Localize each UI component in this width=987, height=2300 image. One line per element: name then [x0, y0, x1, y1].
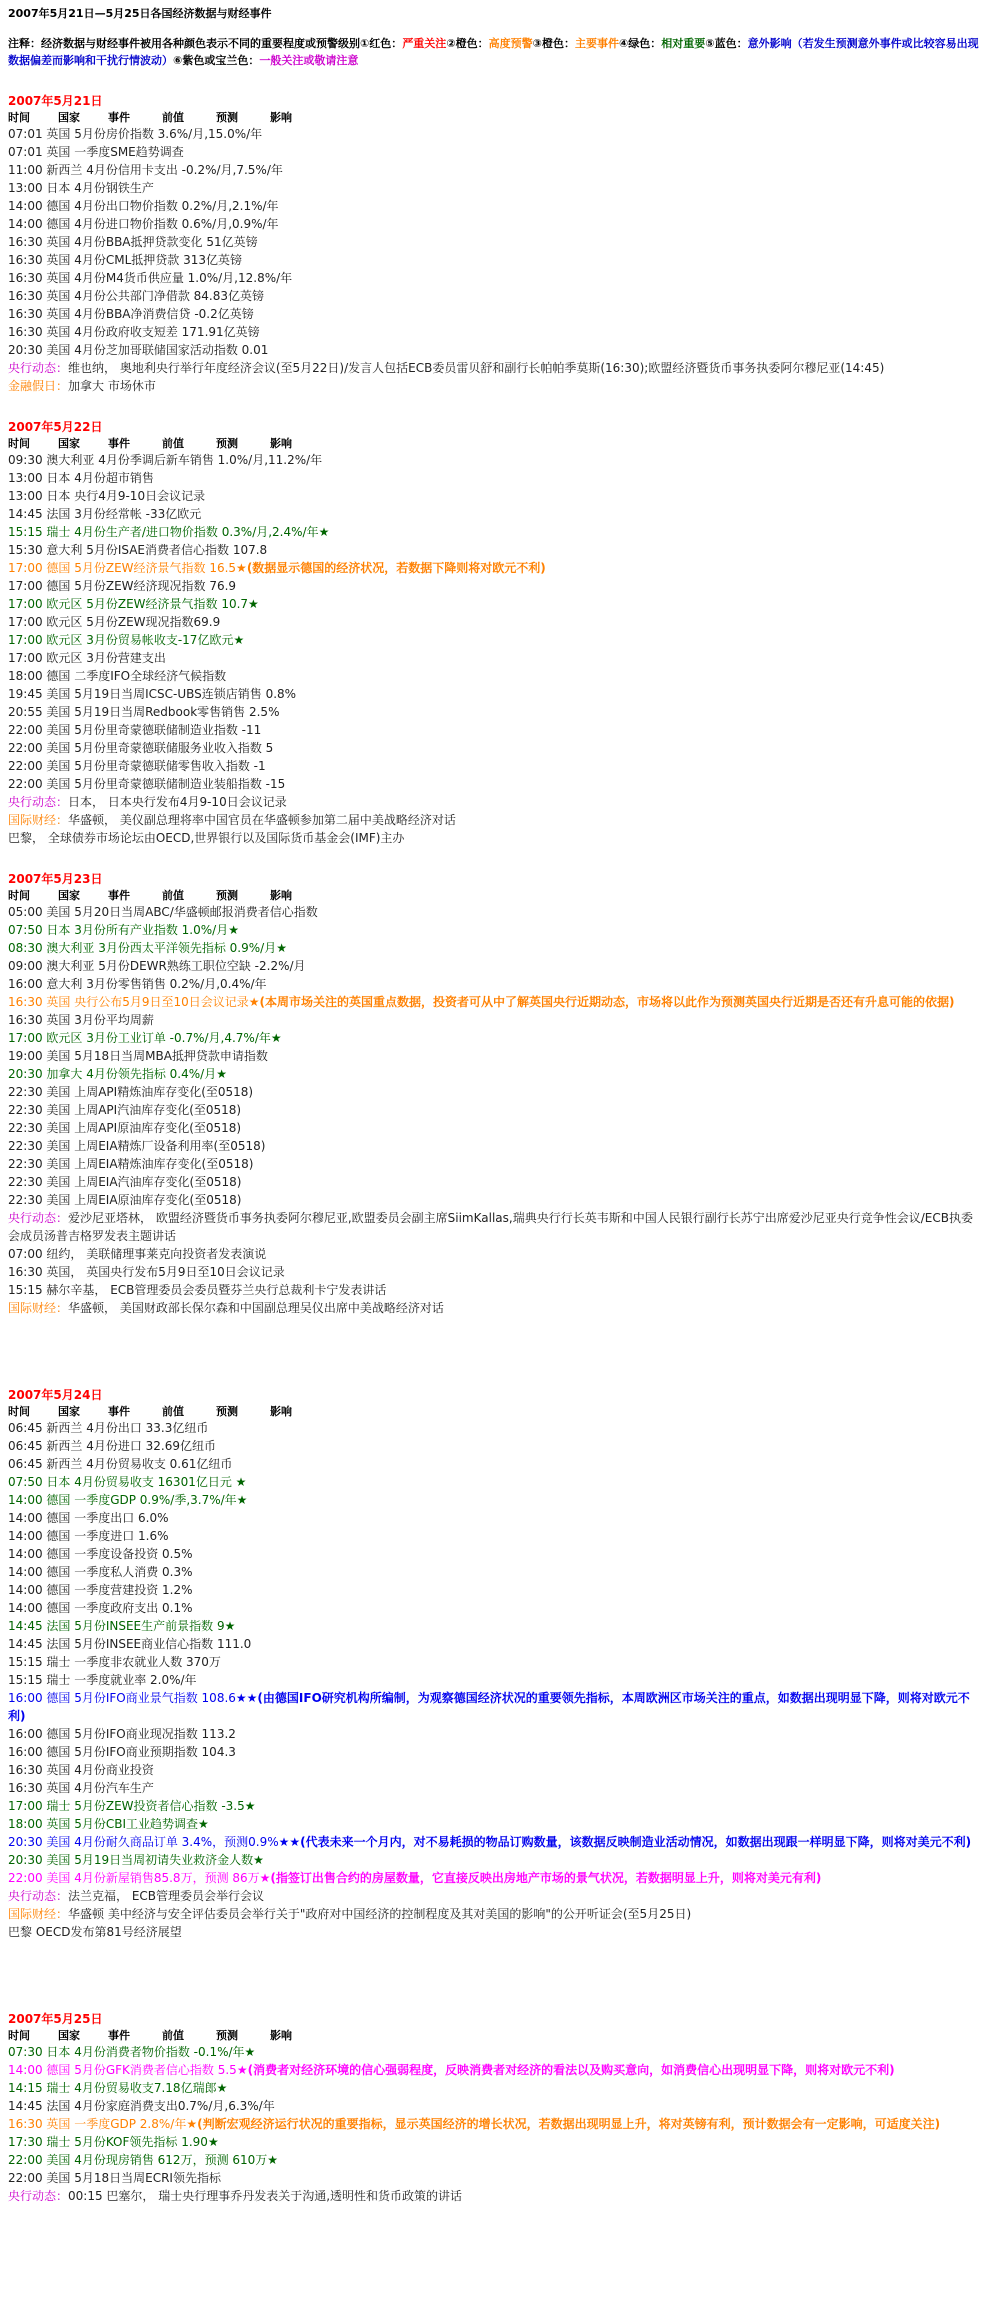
event-row: [8, 1545, 979, 1563]
event-text: 13:00 日本 4月份钢铁生产: [8, 181, 154, 195]
column-header-cell: 事件: [108, 2029, 130, 2042]
column-header-cell: 预测: [216, 1405, 238, 1418]
event-row: [8, 1581, 979, 1599]
event-text: 16:30 英国 一季度GDP 2.8%/年★: [8, 2117, 198, 2131]
event-label: 国际财经：: [8, 1907, 69, 1921]
event-text: 22:30 美国 上周API汽油库存变化(至0518): [8, 1103, 242, 1117]
event-text: 07:50 日本 4月份贸易收支 16301亿日元 ★: [8, 1475, 247, 1489]
day-date: 2007年5月22日: [8, 420, 103, 434]
event-text: 07:30 日本 4月份消费者物价指数 -0.1%/年★: [8, 2045, 256, 2059]
event-text: 爱沙尼亚塔林， 欧盟经济暨货币事务执委阿尔穆尼亚,欧盟委员会副主席SiimKallas,瑞典央行行长英韦斯和中国人民银行副行长苏宁出席爱沙尼亚央行竞争性会议/ECB执委会成员汤普吉格罗发表主题讲话: [8, 1211, 973, 1243]
event-annotation: (指签订出售合约的房屋数量，它直接反映出房地产市场的景气状况，若数据明显上升，则将对美元有利): [270, 1871, 822, 1885]
event-text: 07:01 英国 一季度SME趋势调查: [8, 145, 184, 159]
event-row: [8, 1173, 979, 1191]
event-row: [8, 143, 979, 161]
event-text: 14:00 德国 一季度政府支出 0.1%: [8, 1601, 193, 1615]
event-text: 17:00 欧元区 5月份ZEW现况指数69.9: [8, 615, 221, 629]
event-label: 国际财经：: [8, 1301, 69, 1315]
event-text: 维也纳， 奥地利央行举行年度经济会议(至5月22日)/发言人包括ECB委员雷贝舒和副行长帕帕季莫斯(16:30);欧盟经济暨货币事务执委阿尔穆尼亚(14:45): [68, 361, 885, 375]
event-row: [8, 1263, 979, 1281]
event-row: [8, 757, 979, 775]
event-text: 14:45 法国 3月份经常帐 -33亿欧元: [8, 507, 202, 521]
column-header-cell: 事件: [108, 111, 130, 124]
event-text: 17:00 欧元区 5月份ZEW经济景气指数 10.7★: [8, 597, 259, 611]
event-text: 14:00 德国 一季度进口 1.6%: [8, 1529, 169, 1543]
column-header-cell: 国家: [58, 111, 80, 124]
event-row: [8, 1509, 979, 1527]
day-section: [8, 871, 979, 1317]
event-text: 14:00 德国 一季度出口 6.0%: [8, 1511, 169, 1525]
event-row: [8, 1743, 979, 1761]
column-header-cell: 前值: [162, 1405, 184, 1418]
event-row: [8, 125, 979, 143]
event-text: 14:15 瑞士 4月份贸易收支7.18亿瑞郎★: [8, 2081, 228, 2095]
event-row: [8, 1455, 979, 1473]
event-text: 16:00 德国 5月份IFO商业预期指数 104.3: [8, 1745, 236, 1759]
event-text: 09:00 澳大利亚 5月份DEWR熟练工职位空缺 -2.2%/月: [8, 959, 306, 973]
event-row: [8, 829, 979, 847]
event-text: 16:30 英国 央行公布5月9日至10日会议记录★: [8, 995, 260, 1009]
calendar-days: [8, 93, 979, 2205]
event-text: 07:50 日本 3月份所有产业指数 1.0%/月★: [8, 923, 239, 937]
event-row: [8, 649, 979, 667]
event-row: [8, 1617, 979, 1635]
event-text: 华盛顿， 美国财政部长保尔森和中国副总理吴仪出席中美战略经济对话: [68, 1301, 444, 1315]
event-row: [8, 377, 979, 395]
event-text: 22:30 美国 上周EIA原油库存变化(至0518): [8, 1193, 242, 1207]
event-row: [8, 2133, 979, 2151]
event-row: [8, 1761, 979, 1779]
event-row: [8, 1047, 979, 1065]
event-row: [8, 667, 979, 685]
event-row: [8, 197, 979, 215]
event-text: 17:00 欧元区 3月份营建支出: [8, 651, 166, 665]
note-p3: ③橙色：: [532, 37, 575, 50]
event-row: [8, 1029, 979, 1047]
event-text: 日本， 日本央行发布4月9-10日会议记录: [68, 795, 287, 809]
event-text: 16:30 英国 4月份BBA抵押贷款变化 51亿英镑: [8, 235, 258, 249]
event-text: 17:00 欧元区 3月份工业订单 -0.7%/月,4.7%/年★: [8, 1031, 282, 1045]
event-text: 22:30 美国 上周API精炼油库存变化(至0518): [8, 1085, 254, 1099]
event-row: [8, 2097, 979, 2115]
column-header-cell: 事件: [108, 889, 130, 902]
event-text: 20:30 美国 4月份芝加哥联储国家活动指数 0.01: [8, 343, 269, 357]
event-text: 00:15 巴塞尔， 瑞士央行理事乔丹发表关于沟通,透明性和货币政策的讲话: [68, 2189, 463, 2203]
event-row: [8, 1851, 979, 1869]
column-header-cell: 国家: [58, 1405, 80, 1418]
event-row: [8, 1299, 979, 1317]
event-text: 06:45 新西兰 4月份贸易收支 0.61亿纽币: [8, 1457, 233, 1471]
event-row: [8, 2079, 979, 2097]
event-text: 16:30 英国 4月份政府收支短差 171.91亿英镑: [8, 325, 260, 339]
column-header-cell: 预测: [216, 2029, 238, 2042]
note-orange2: 主要事件: [574, 37, 619, 50]
event-row: [8, 1119, 979, 1137]
event-row: [8, 811, 979, 829]
event-row: [8, 1473, 979, 1491]
event-row: [8, 1155, 979, 1173]
event-row: [8, 523, 979, 541]
event-row: [8, 341, 979, 359]
event-row: [8, 1281, 979, 1299]
event-row: [8, 1779, 979, 1797]
event-row: [8, 1671, 979, 1689]
column-header-cell: 事件: [108, 437, 130, 450]
event-text: 06:45 新西兰 4月份进口 32.69亿纽币: [8, 1439, 217, 1453]
event-text: 16:30 英国 4月份BBA净消费信贷 -0.2亿英镑: [8, 307, 254, 321]
event-row: [8, 903, 979, 921]
event-text: 13:00 日本 央行4月9-10日会议记录: [8, 489, 206, 503]
event-text: 加拿大 市场休市: [68, 379, 156, 393]
event-row: [8, 957, 979, 975]
column-header-cell: 国家: [58, 437, 80, 450]
event-text: 05:00 美国 5月20日当周ABC/华盛顿邮报消费者信心指数: [8, 905, 318, 919]
event-text: 13:00 日本 4月份超市销售: [8, 471, 154, 485]
event-text: 18:00 德国 二季度IFO全球经济气候指数: [8, 669, 227, 683]
day-date: 2007年5月21日: [8, 94, 103, 108]
event-row: [8, 323, 979, 341]
event-text: 16:30 英国， 英国央行发布5月9日至10日会议记录: [8, 1265, 285, 1279]
event-row: [8, 1905, 979, 1923]
column-header-cell: 影响: [270, 1405, 292, 1418]
event-row: [8, 233, 979, 251]
column-header-cell: 国家: [58, 2029, 80, 2042]
event-text: 22:30 美国 上周EIA精炼厂设备利用率(至0518): [8, 1139, 266, 1153]
event-row: [8, 1527, 979, 1545]
event-row: [8, 1815, 979, 1833]
event-text: 16:30 英国 4月份汽车生产: [8, 1781, 154, 1795]
event-label: 国际财经：: [8, 813, 69, 827]
event-row: [8, 469, 979, 487]
column-header-cell: 时间: [8, 111, 30, 124]
day-date: 2007年5月23日: [8, 872, 103, 886]
event-annotation: (代表未来一个月内，对不易耗损的物品订购数量，该数据反映制造业活动情况，如数据出现跟一样明显下降，则将对美元不利): [300, 1835, 972, 1849]
event-text: 14:00 德国 一季度设备投资 0.5%: [8, 1547, 193, 1561]
column-header-cell: 影响: [270, 2029, 292, 2042]
event-annotation: (本周市场关注的英国重点数据，投资者可从中了解英国央行近期动态，市场将以此作为预测英国央行近期是否还有升息可能的依据): [259, 995, 955, 1009]
note-blue: 意外影响（若发生预测意外事件或比较容易出现数据偏差而影响和干扰行情波动）: [8, 37, 979, 67]
event-text: 22:30 美国 上周EIA汽油库存变化(至0518): [8, 1175, 242, 1189]
event-row: [8, 577, 979, 595]
event-text: 16:30 英国 4月份M4货币供应量 1.0%/月,12.8%/年: [8, 271, 293, 285]
event-row: [8, 1491, 979, 1509]
event-text: 14:00 德国 5月份GFK消费者信心指数 5.5★: [8, 2063, 248, 2077]
event-row: [8, 1869, 979, 1887]
event-text: 15:15 瑞士 4月份生产者/进口物价指数 0.3%/月,2.4%/年★: [8, 525, 330, 539]
column-header-cell: 前值: [162, 111, 184, 124]
event-row: [8, 993, 979, 1011]
event-text: 18:00 英国 5月份CBI工业趋势调查★: [8, 1817, 209, 1831]
event-text: 22:30 美国 上周EIA精炼油库存变化(至0518): [8, 1157, 254, 1171]
event-text: 16:00 德国 5月份IFO商业景气指数 108.6★★: [8, 1691, 258, 1705]
event-row: [8, 1689, 979, 1725]
color-legend-note: [8, 35, 979, 69]
event-text: 17:00 德国 5月份ZEW经济现况指数 76.9: [8, 579, 237, 593]
event-text: 20:55 美国 5月19日当周Redbook零售销售 2.5%: [8, 705, 280, 719]
event-text: 08:30 澳大利亚 3月份西太平洋领先指标 0.9%/月★: [8, 941, 287, 955]
event-row: [8, 1563, 979, 1581]
event-row: [8, 487, 979, 505]
event-text: 22:30 美国 上周API原油库存变化(至0518): [8, 1121, 242, 1135]
event-text: 巴黎， 全球债券市场论坛由OECD,世界银行以及国际货币基金会(IMF)主办: [8, 831, 405, 845]
event-annotation: (数据显示德国的经济状况，若数据下降则将对欧元不利): [246, 561, 546, 575]
event-text: 17:00 德国 5月份ZEW经济景气指数 16.5★: [8, 561, 247, 575]
page-title: 2007年5月21日—5月25日各国经济数据与财经事件: [8, 7, 272, 20]
event-label: 央行动态：: [8, 361, 69, 375]
event-row: [8, 505, 979, 523]
event-row: [8, 975, 979, 993]
event-row: [8, 595, 979, 613]
event-row: [8, 1437, 979, 1455]
column-header-cell: 影响: [270, 437, 292, 450]
event-row: [8, 1083, 979, 1101]
event-annotation: (判断宏观经济运行状况的重要指标，显示英国经济的增长状况，若数据出现明显上升，将对英镑有利，预计数据会有一定影响，可适度关注): [197, 2117, 941, 2131]
event-row: [8, 305, 979, 323]
event-label: 央行动态：: [8, 2189, 69, 2203]
event-row: [8, 559, 979, 577]
note-prefix: 注释：经济数据与财经事件被用各种颜色表示不同的重要程度或预警级别①红色：: [8, 37, 403, 50]
event-text: 22:00 美国 5月份里奇蒙德联储制造业装船指数 -15: [8, 777, 286, 791]
column-header-cell: 预测: [216, 111, 238, 124]
note-green: 相对重要: [661, 37, 706, 50]
column-header-cell: 影响: [270, 111, 292, 124]
event-text: 15:15 瑞士 一季度就业率 2.0%/年: [8, 1673, 197, 1687]
column-header-cell: 影响: [270, 889, 292, 902]
event-text: 11:00 新西兰 4月份信用卡支出 -0.2%/月,7.5%/年: [8, 163, 283, 177]
event-row: [8, 2061, 979, 2079]
event-text: 07:01 英国 5月份房价指数 3.6%/月,15.0%/年: [8, 127, 263, 141]
event-row: [8, 703, 979, 721]
event-row: [8, 2151, 979, 2169]
event-row: [8, 251, 979, 269]
event-text: 14:00 德国 一季度GDP 0.9%/季,3.7%/年★: [8, 1493, 248, 1507]
event-row: [8, 721, 979, 739]
event-row: [8, 1101, 979, 1119]
column-header-cell: 事件: [108, 1405, 130, 1418]
event-row: [8, 793, 979, 811]
event-text: 华盛顿， 美仪副总理将率中国官员在华盛顿参加第二届中美战略经济对话: [68, 813, 456, 827]
event-row: [8, 1419, 979, 1437]
column-header-cell: 时间: [8, 437, 30, 450]
event-text: 20:30 美国 5月19日当周初请失业救济金人数★: [8, 1853, 264, 1867]
column-header-cell: 国家: [58, 889, 80, 902]
event-row: [8, 739, 979, 757]
event-text: 22:00 美国 5月份里奇蒙德联储制造业指数 -11: [8, 723, 262, 737]
event-text: 22:00 美国 4月份新屋销售85.8万，预测 86万★: [8, 1871, 271, 1885]
column-header-cell: 时间: [8, 889, 30, 902]
event-row: [8, 1923, 979, 1941]
event-row: [8, 1599, 979, 1617]
event-row: [8, 2043, 979, 2061]
event-text: 16:00 意大利 3月份零售销售 0.2%/月,0.4%/年: [8, 977, 267, 991]
event-text: 14:45 法国 5月份INSEE商业信心指数 111.0: [8, 1637, 252, 1651]
event-row: [8, 161, 979, 179]
event-text: 22:00 美国 5月18日当周ECRI领先指标: [8, 2171, 221, 2185]
note-p5: ⑤蓝色：: [705, 37, 748, 50]
event-annotation: (由德国IFO研究机构所编制，为观察德国经济状况的重要领先指标，本周欧洲区市场关注的重点，如数据出现明显下降，则将对欧元不利): [8, 1691, 970, 1723]
column-header: [8, 110, 979, 125]
event-text: 14:00 德国 4月份出口物价指数 0.2%/月,2.1%/年: [8, 199, 279, 213]
event-row: [8, 1635, 979, 1653]
column-header: [8, 2028, 979, 2043]
event-row: [8, 541, 979, 559]
event-label: 金融假日：: [8, 379, 69, 393]
event-text: 22:00 美国 5月份里奇蒙德联储零售收入指数 -1: [8, 759, 266, 773]
event-row: [8, 1833, 979, 1851]
day-section: [8, 419, 979, 847]
event-text: 16:30 英国 4月份商业投资: [8, 1763, 154, 1777]
event-row: [8, 215, 979, 233]
event-row: [8, 2115, 979, 2133]
column-header: [8, 888, 979, 903]
event-text: 17:30 瑞士 5月份KOF领先指标 1.90★: [8, 2135, 219, 2149]
column-header: [8, 436, 979, 451]
event-text: 09:30 澳大利亚 4月份季调后新车销售 1.0%/月,11.2%/年: [8, 453, 323, 467]
note-p2: ②橙色：: [446, 37, 489, 50]
day-section: [8, 93, 979, 395]
event-row: [8, 1137, 979, 1155]
event-text: 22:00 美国 5月份里奇蒙德联储服务业收入指数 5: [8, 741, 274, 755]
event-row: [8, 1209, 979, 1245]
event-text: 华盛顿 美中经济与安全评估委员会举行关于"政府对中国经济的控制程度及其对美国的影响"的公开听证会(至5月25日): [68, 1907, 692, 1921]
event-text: 20:30 美国 4月份耐久商品订单 3.4%，预测0.9%★★: [8, 1835, 301, 1849]
column-header-cell: 前值: [162, 889, 184, 902]
event-text: 20:30 加拿大 4月份领先指标 0.4%/月★: [8, 1067, 227, 1081]
event-row: [8, 775, 979, 793]
note-p4: ④绿色：: [618, 37, 662, 50]
event-row: [8, 287, 979, 305]
event-row: [8, 1653, 979, 1671]
note-red: 严重关注: [402, 37, 447, 50]
event-text: 19:00 美国 5月18日当周MBA抵押贷款申请指数: [8, 1049, 268, 1063]
event-row: [8, 921, 979, 939]
event-text: 14:45 法国 5月份INSEE生产前景指数 9★: [8, 1619, 236, 1633]
event-row: [8, 1725, 979, 1743]
event-text: 06:45 新西兰 4月份出口 33.3亿纽币: [8, 1421, 209, 1435]
event-text: 19:45 美国 5月19日当周ICSC-UBS连锁店销售 0.8%: [8, 687, 297, 701]
column-header-cell: 前值: [162, 2029, 184, 2042]
event-text: 22:00 美国 4月份现房销售 612万，预测 610万★: [8, 2153, 279, 2167]
day-section: [8, 1387, 979, 1941]
event-row: [8, 359, 979, 377]
event-annotation: (消费者对经济环境的信心强弱程度，反映消费者对经济的看法以及购买意向，如消费信心出现明显下降，则将对欧元不利): [247, 2063, 895, 2077]
column-header-cell: 预测: [216, 889, 238, 902]
day-section: [8, 2011, 979, 2205]
event-row: [8, 2169, 979, 2187]
note-purple: 一般关注或敬请注意: [259, 54, 359, 67]
column-header-cell: 时间: [8, 1405, 30, 1418]
day-date: 2007年5月24日: [8, 1388, 103, 1402]
event-row: [8, 1797, 979, 1815]
event-row: [8, 2187, 979, 2205]
event-text: 16:30 英国 4月份CML抵押贷款 313亿英镑: [8, 253, 242, 267]
column-header-cell: 时间: [8, 2029, 30, 2042]
event-row: [8, 631, 979, 649]
event-row: [8, 685, 979, 703]
event-text: 法兰克福， ECB管理委员会举行会议: [68, 1889, 265, 1903]
column-header-cell: 预测: [216, 437, 238, 450]
event-row: [8, 1887, 979, 1905]
event-text: 15:15 赫尔辛基， ECB管理委员会委员暨芬兰央行总裁利卡宁发表讲话: [8, 1283, 387, 1297]
note-orange: 高度预警: [488, 37, 533, 50]
event-text: 15:15 瑞士 一季度非农就业人数 370万: [8, 1655, 221, 1669]
event-text: 14:00 德国 一季度营建投资 1.2%: [8, 1583, 193, 1597]
event-text: 16:30 英国 3月份平均周薪: [8, 1013, 154, 1027]
event-text: 07:00 纽约， 美联储理事莱克向投资者发表演说: [8, 1247, 267, 1261]
event-row: [8, 1245, 979, 1263]
event-text: 16:30 英国 4月份公共部门净借款 84.83亿英镑: [8, 289, 265, 303]
event-text: 17:00 瑞士 5月份ZEW投资者信心指数 -3.5★: [8, 1799, 256, 1813]
event-label: 央行动态：: [8, 1889, 69, 1903]
event-row: [8, 269, 979, 287]
event-row: [8, 613, 979, 631]
column-header: [8, 1404, 979, 1419]
event-label: 央行动态：: [8, 1211, 69, 1225]
event-text: 16:00 德国 5月份IFO商业现况指数 113.2: [8, 1727, 236, 1741]
event-row: [8, 451, 979, 469]
day-date: 2007年5月25日: [8, 2012, 103, 2026]
event-text: 17:00 欧元区 3月份贸易帐收支-17亿欧元★: [8, 633, 245, 647]
event-row: [8, 1191, 979, 1209]
event-row: [8, 179, 979, 197]
event-row: [8, 1011, 979, 1029]
column-header-cell: 前值: [162, 437, 184, 450]
event-row: [8, 939, 979, 957]
event-text: 14:00 德国 4月份进口物价指数 0.6%/月,0.9%/年: [8, 217, 279, 231]
event-text: 15:30 意大利 5月份ISAE消费者信心指数 107.8: [8, 543, 268, 557]
event-text: 14:00 德国 一季度私人消费 0.3%: [8, 1565, 193, 1579]
event-text: 巴黎 OECD发布第81号经济展望: [8, 1925, 182, 1939]
event-row: [8, 1065, 979, 1083]
note-p6: ⑥紫色或宝兰色：: [173, 54, 260, 67]
event-label: 央行动态：: [8, 795, 69, 809]
event-text: 14:45 法国 4月份家庭消费支出0.7%/月,6.3%/年: [8, 2099, 275, 2113]
